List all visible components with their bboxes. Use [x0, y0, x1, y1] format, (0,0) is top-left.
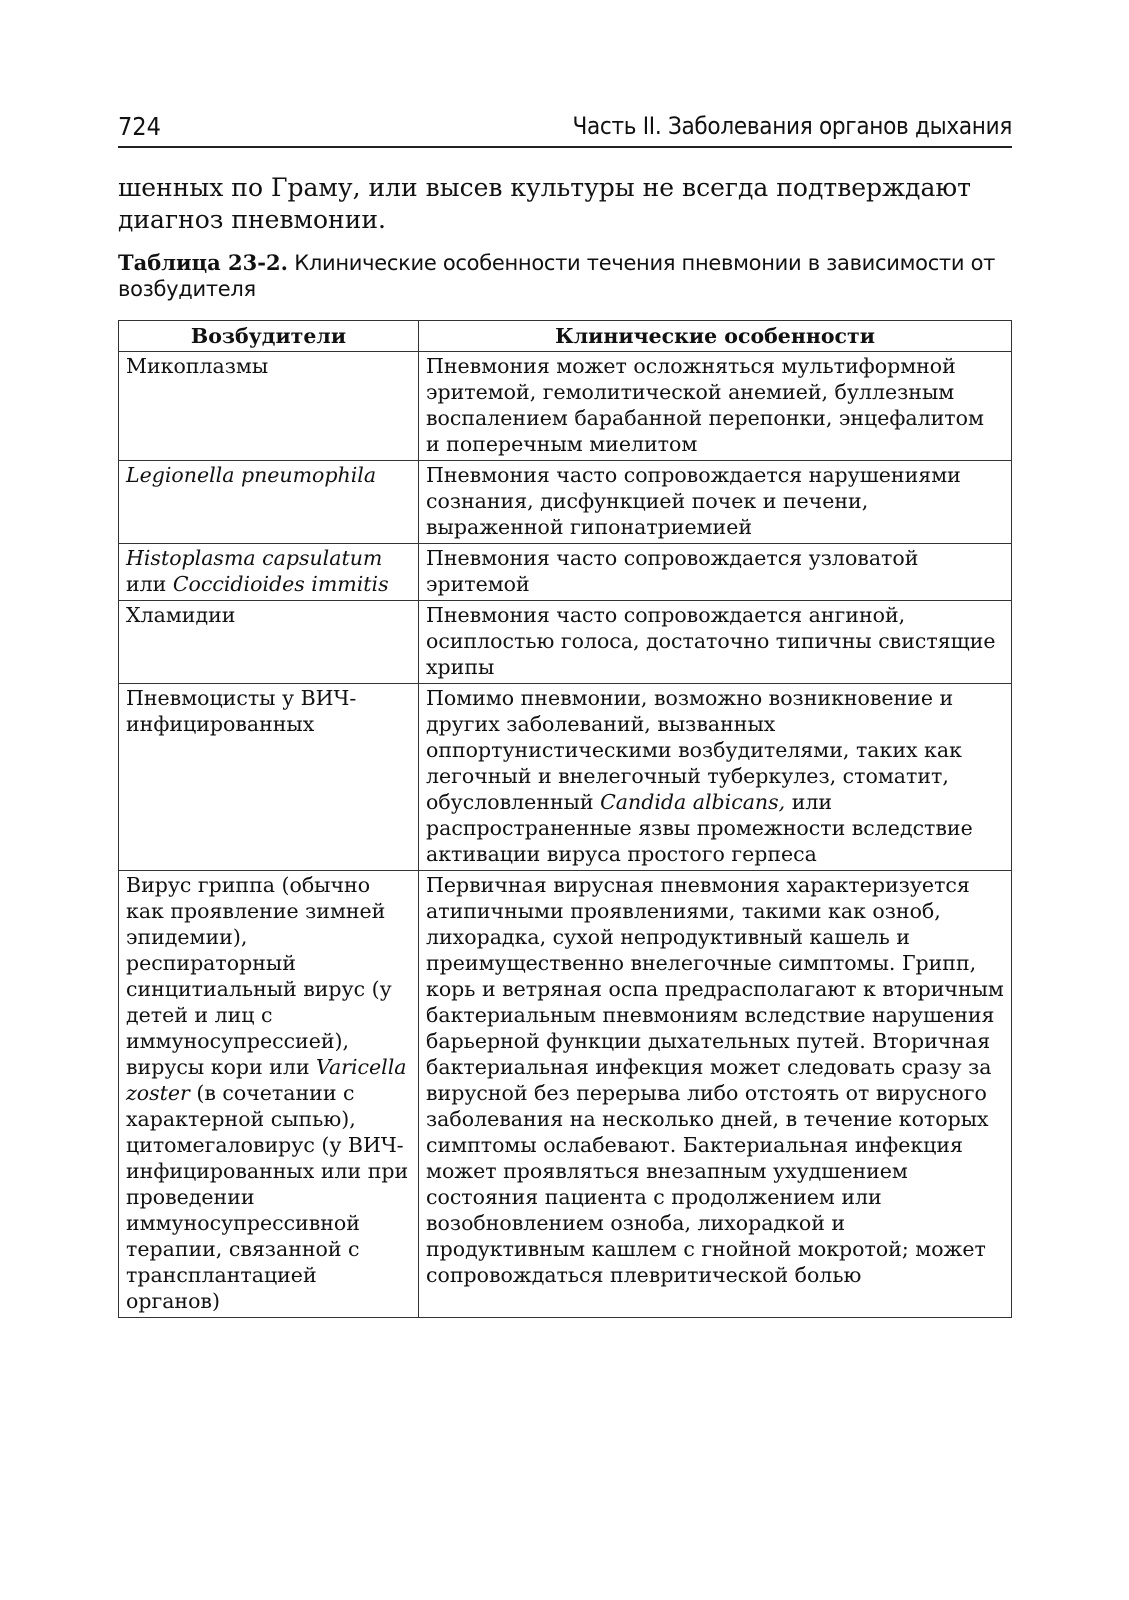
pathogen-cell — [119, 871, 419, 1318]
table-row — [119, 352, 1012, 461]
body-paragraph: шенных по Граму, или высев культуры не всегда подтверждают диагноз пневмонии. — [118, 173, 971, 234]
cell-text: Первичная вирусная пневмония характеризуется атипичными проявлениями, такими как озноб, лихорадка, сухой непродуктивный кашель и преимущественно внелегочные симптомы. Грипп, корь и ветряная оспа предрасполагают к вторичным бактериальным пневмониям вследствие нарушения барьерной функции дыхательных путей. Вторичная бактериальная инфекция может следовать сразу за вирусной без перерыва либо отстоять от вирусного заболевания на несколько дней, в течение которых симптомы ослабевают. Бактериальная инфекция может проявляться внезапным ухудшением состояния пациента с продолжением или возобновлением озноба, лихорадкой и продуктивным кашлем с гнойной мокротой; может сопровождаться плевритической болью — [426, 873, 1004, 1287]
table-row — [119, 601, 1012, 684]
header-pathogens: Возбудители — [119, 321, 419, 352]
table-row — [119, 544, 1012, 601]
table-caption — [118, 250, 1012, 302]
features-cell — [419, 352, 1012, 461]
table-row — [119, 684, 1012, 871]
features-cell — [419, 544, 1012, 601]
table-caption-label: Таблица 23-2. — [118, 250, 288, 275]
header-features: Клинические особенности — [419, 321, 1012, 352]
cell-text: Хламидии — [126, 603, 236, 627]
pathogen-cell — [119, 352, 419, 461]
table-row — [119, 871, 1012, 1318]
pathogen-cell — [119, 461, 419, 544]
features-cell — [419, 461, 1012, 544]
cell-text: Пневмоцисты у ВИЧ-инфицированных — [126, 686, 357, 736]
cell-text: Legionella pneumophila — [126, 463, 377, 487]
cell-text: Микоплазмы — [126, 354, 269, 378]
cell-text: Вирус гриппа (обычно как проявление зимней эпидемии), респираторный синцитиальный вирус (у детей и лиц с иммуносупрессией), вирусы кори или — [126, 873, 392, 1079]
running-header — [118, 112, 1012, 148]
pathogen-cell — [119, 544, 419, 601]
table-header-row — [119, 321, 1012, 352]
cell-text: Пневмония часто сопровождается узловатой эритемой — [426, 546, 919, 596]
cell-text: Coccidioides immitis — [172, 572, 389, 596]
cell-text: или — [126, 572, 173, 596]
pathogen-cell — [119, 684, 419, 871]
features-cell — [419, 601, 1012, 684]
cell-text: Пневмония может осложняться мультиформной эритемой, гемолитической анемией, буллезным воспалением барабанной перепонки, энцефалитом и поперечным миелитом — [426, 354, 984, 456]
page-number: 724 — [118, 112, 161, 141]
cell-text: Пневмония часто сопровождается нарушениями сознания, дисфункцией почек и печени, выраженной гипонатриемией — [426, 463, 961, 539]
running-title: Часть II. Заболевания органов дыхания — [572, 112, 1012, 140]
table-row — [119, 461, 1012, 544]
features-cell — [419, 684, 1012, 871]
pathogen-table — [118, 320, 1012, 1318]
table-caption-text: Клинические особенности течения пневмонии в зависимости от возбудителя — [118, 251, 996, 301]
cell-text: Candida albicans, — [600, 790, 786, 814]
cell-text: Помимо пневмонии, возможно возникновение и других заболеваний, вызванных оппортунистическими возбудителями, таких как легочный и внелегочный туберкулез, стоматит, обусловленный — [426, 686, 962, 814]
cell-text: Пневмония часто сопровождается ангиной, осиплостью голоса, достаточно типичны свистящие хрипы — [426, 603, 996, 679]
cell-text: Histoplasma capsulatum — [126, 546, 383, 570]
cell-text: (в сочетании с характерной сыпью), цитомегаловирус (у ВИЧ-инфицированных или при проведении иммуносупрессивной терапии, связанной с трансплантацией органов) — [126, 1081, 409, 1313]
features-cell — [419, 871, 1012, 1318]
cell-text: Varicella zoster — [126, 1055, 407, 1105]
cell-text: или распространенные язвы промежности вследствие активации вируса простого герпеса — [426, 790, 973, 866]
pathogen-cell — [119, 601, 419, 684]
